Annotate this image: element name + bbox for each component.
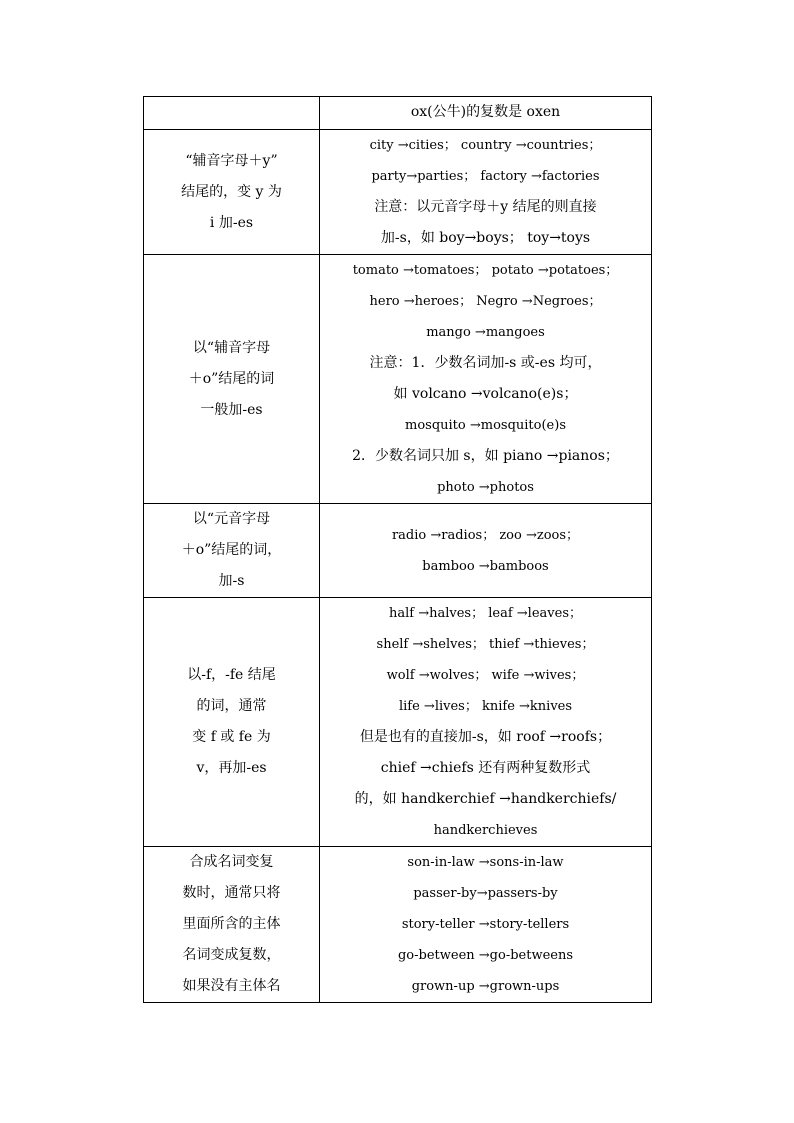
rule-line: 结尾的，变 y 为 xyxy=(181,183,282,200)
example-line: story-teller →story-tellers xyxy=(401,917,570,932)
example-line: wolf →wolves； wife →wives； xyxy=(386,668,585,683)
rule-cell xyxy=(144,598,320,847)
example-line: passer-by→passers-by xyxy=(413,886,558,901)
example-line: city →cities； country →countries； xyxy=(369,138,602,153)
rule-line: 变 f 或 fe 为 xyxy=(192,729,271,745)
row-consonant-o xyxy=(144,255,652,504)
example-line: party→parties； factory →factories xyxy=(371,169,600,184)
example-line: mosquito →mosquito(e)s xyxy=(405,418,566,433)
rule-line: “辅音字母＋y” xyxy=(185,152,278,169)
example-line: 但是也有的直接加-s，如 roof →roofs； xyxy=(359,729,612,745)
example-cell xyxy=(320,598,652,847)
rule-cell xyxy=(144,130,320,255)
example-cell xyxy=(320,130,652,255)
rule-line: 以-f，-fe 结尾 xyxy=(187,667,276,683)
example-cell xyxy=(320,504,652,598)
example-line: bamboo →bamboos xyxy=(422,558,549,574)
example-line: 的，如 handkerchief →handkerchiefs/ xyxy=(354,791,617,807)
rule-cell xyxy=(144,255,320,504)
example-cell xyxy=(320,847,652,1003)
example-line: life →lives； knife →knives xyxy=(398,699,573,714)
example-line: 2．少数名词只加 s，如 piano →pianos； xyxy=(352,448,619,464)
example-line: handkerchieves xyxy=(433,823,538,838)
example-line: grown-up →grown-ups xyxy=(411,979,560,994)
example-line: half →halves； leaf →leaves； xyxy=(389,606,582,621)
rule-line: 合成名词变复 xyxy=(189,854,274,870)
rule-line: ＋o”结尾的词， xyxy=(181,542,282,558)
example-line: 加-s，如 boy→boys； toy→toys xyxy=(380,230,591,246)
rule-line: i 加-es xyxy=(209,214,254,231)
example-cell xyxy=(320,255,652,504)
example-line: photo →photos xyxy=(437,480,534,495)
row-compound xyxy=(144,847,652,1003)
example-line: hero →heroes； Negro →Negroes； xyxy=(369,294,602,309)
rule-line: 数时，通常只将 xyxy=(182,885,281,901)
rule-line: 的词，通常 xyxy=(196,698,267,714)
rule-line: 如果没有主体名 xyxy=(182,978,281,994)
row-vowel-o xyxy=(144,504,652,598)
example-line: ox(公牛)的复数是 oxen xyxy=(410,104,561,120)
rule-cell xyxy=(144,847,320,1003)
row-consonant-y xyxy=(144,130,652,255)
rule-line: v，再加-es xyxy=(196,760,267,776)
rule-cell xyxy=(144,504,320,598)
row-f-fe xyxy=(144,598,652,847)
rule-line: ＋o”结尾的词 xyxy=(188,370,275,387)
example-cell xyxy=(320,97,652,130)
rule-line: 以“辅音字母 xyxy=(192,339,271,356)
example-line: tomato →tomatoes； potato →potatoes； xyxy=(352,263,619,278)
example-line: 注意：以元音字母＋y 结尾的则直接 xyxy=(374,199,597,215)
rule-line: 一般加-es xyxy=(200,401,263,418)
example-line: mango →mangoes xyxy=(426,325,545,340)
rule-line: 加-s xyxy=(218,573,245,589)
example-line: 如 volcano →volcano(e)s； xyxy=(393,386,578,402)
rule-line: 以“元音字母 xyxy=(192,511,271,527)
example-line: son-in-law →sons-in-law xyxy=(407,855,564,870)
rule-line: 名词变成复数， xyxy=(182,947,281,963)
row-ox xyxy=(144,97,652,130)
rule-cell xyxy=(144,97,320,130)
noun-plural-rules-table xyxy=(143,96,652,1003)
example-line: radio →radios； zoo →zoos； xyxy=(391,527,580,543)
example-line: 注意：1．少数名词加-s 或-es 均可， xyxy=(369,355,602,371)
rule-line: 里面所含的主体 xyxy=(182,916,281,932)
example-line: go-between →go-betweens xyxy=(397,948,574,963)
example-line: shelf →shelves； thief →thieves； xyxy=(376,637,595,652)
example-line: chief →chiefs 还有两种复数形式 xyxy=(380,760,591,776)
